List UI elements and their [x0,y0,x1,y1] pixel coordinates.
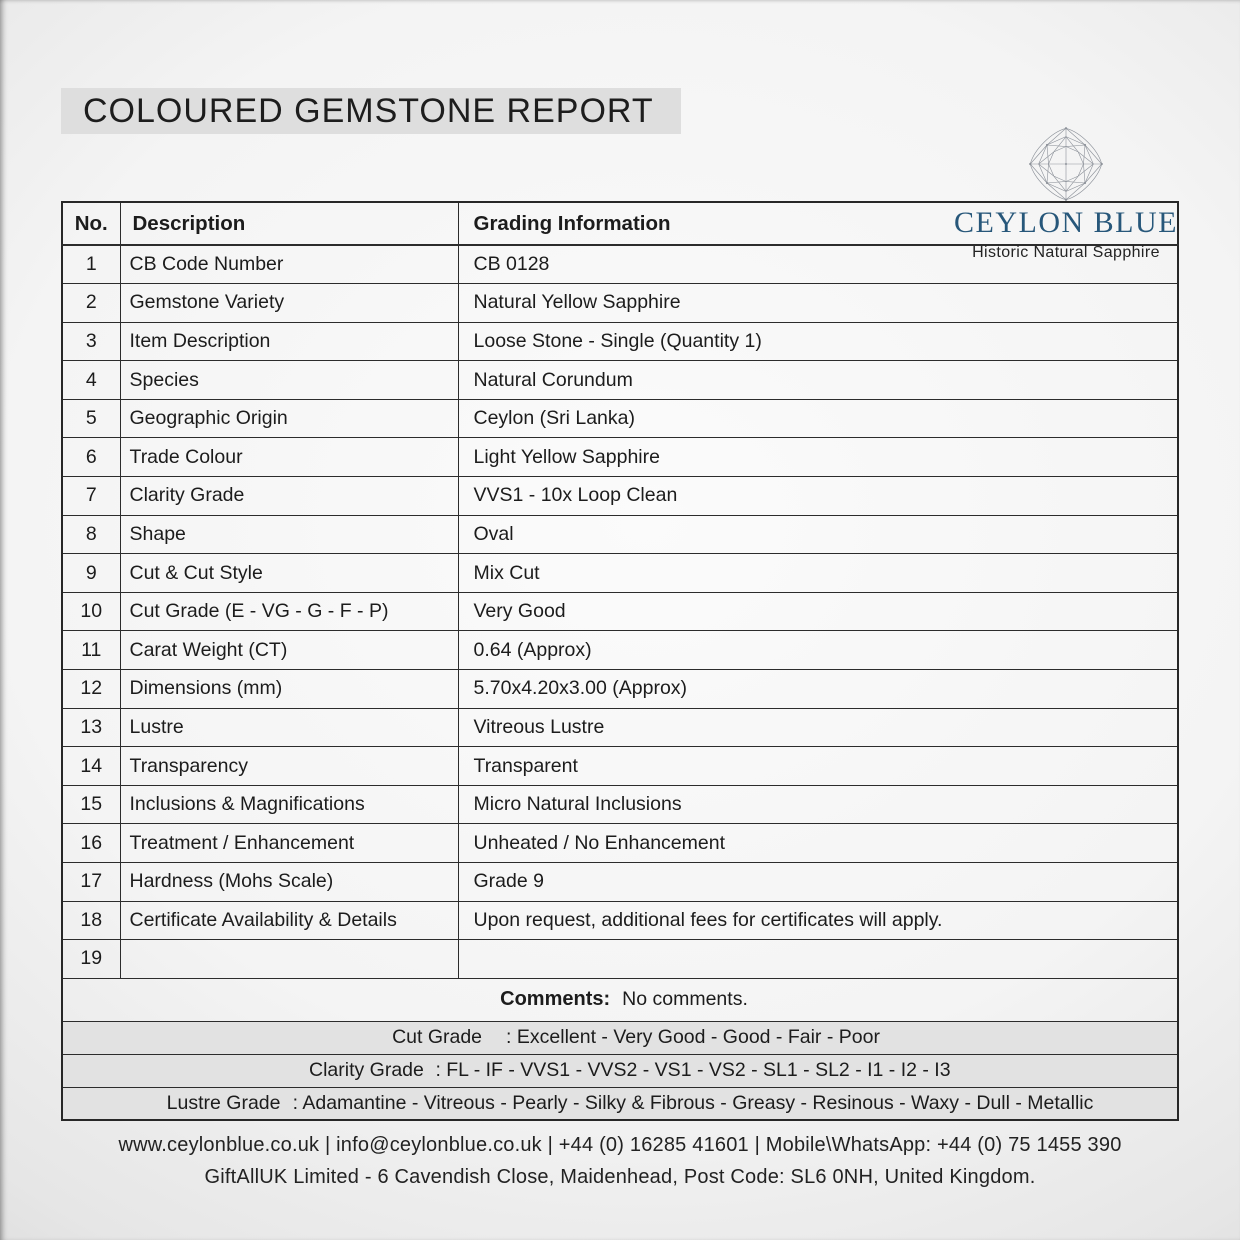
row-value: Grade 9 [458,863,1178,902]
row-no: 19 [62,940,120,979]
row-no: 15 [62,785,120,824]
row-value: Transparent [458,747,1178,786]
row-description: Hardness (Mohs Scale) [120,863,458,902]
legend-label: Lustre Grade [166,1092,281,1115]
row-no: 13 [62,708,120,747]
legend-row-clarity-grade [62,1054,1178,1087]
row-description: Species [120,361,458,400]
row-description: Clarity Grade [120,477,458,516]
table-footer-rows [62,978,1178,1120]
table-row [62,477,1178,516]
table-row [62,785,1178,824]
row-no: 16 [62,824,120,863]
table-row [62,438,1178,477]
row-no: 11 [62,631,120,670]
table-row [62,824,1178,863]
table-row [62,361,1178,400]
row-description: Lustre [120,708,458,747]
table-row [62,670,1178,709]
comments-row [62,978,1178,1021]
row-value: Light Yellow Sapphire [458,438,1178,477]
row-no: 17 [62,863,120,902]
row-description: Transparency [120,747,458,786]
row-description: Carat Weight (CT) [120,631,458,670]
table-row [62,399,1178,438]
row-description: CB Code Number [120,245,458,284]
col-header-description: Description [120,202,458,245]
row-value: Very Good [458,592,1178,631]
brand-tagline: Historic Natural Sapphire [972,244,1160,261]
col-header-no: No. [62,202,120,245]
table-row [62,631,1178,670]
row-no: 3 [62,322,120,361]
row-description: Gemstone Variety [120,284,458,323]
footer-address-line: GiftAllUK Limited - 6 Cavendish Close, Maidenhead, Post Code: SL6 0NH, United Kingdom. [204,1166,1036,1189]
table-row [62,901,1178,940]
brand-name: CEYLON BLUE [954,206,1178,239]
row-value: 0.64 (Approx) [458,631,1178,670]
row-description: Inclusions & Magnifications [120,785,458,824]
table-row [62,554,1178,593]
row-value: Oval [458,515,1178,554]
table-body [62,245,1178,978]
table-row [62,515,1178,554]
row-no: 10 [62,592,120,631]
legend-values: : Adamantine - Vitreous - Pearly - Silky & Fibrous - Greasy - Resinous - Waxy - Dull - Metallic [292,1092,1094,1115]
legend-row-cut-grade [62,1021,1178,1054]
row-description: Geographic Origin [120,399,458,438]
row-description: Treatment / Enhancement [120,824,458,863]
table-row [62,284,1178,323]
row-value: Loose Stone - Single (Quantity 1) [458,322,1178,361]
row-no: 7 [62,477,120,516]
row-description: Shape [120,515,458,554]
gemstone-report-table [61,201,1179,1121]
legend-row-lustre-grade [62,1087,1178,1120]
row-value: Ceylon (Sri Lanka) [458,399,1178,438]
gem-wireframe-icon [1028,126,1104,202]
footer-contact-line: www.ceylonblue.co.uk | info@ceylonblue.co.uk | +44 (0) 16285 41601 | Mobile\WhatsApp: +44 (0) 75 1455 390 [118,1134,1122,1157]
row-value: VVS1 - 10x Loop Clean [458,477,1178,516]
row-value: 5.70x4.20x3.00 (Approx) [458,670,1178,709]
table-row [62,940,1178,979]
legend-values: : Excellent - Very Good - Good - Fair - Poor [506,1026,880,1049]
row-no: 6 [62,438,120,477]
row-value: Upon request, additional fees for certificates will apply. [458,901,1178,940]
table-row [62,863,1178,902]
brand-block [951,126,1181,262]
row-description: Cut Grade (E - VG - G - F - P) [120,592,458,631]
legend-label: Clarity Grade [309,1059,424,1082]
row-description [120,940,458,979]
row-value: CB 0128 [458,245,1178,284]
row-no: 1 [62,245,120,284]
row-value: Natural Yellow Sapphire [458,284,1178,323]
row-no: 4 [62,361,120,400]
legend-values: : FL - IF - VVS1 - VVS2 - VS1 - VS2 - SL1 - SL2 - I1 - I2 - I3 [435,1059,951,1082]
comments-text: No comments. [622,988,748,1011]
row-no: 5 [62,399,120,438]
table-row [62,708,1178,747]
row-description: Dimensions (mm) [120,670,458,709]
row-description: Cut & Cut Style [120,554,458,593]
comments-label: Comments: [500,988,611,1011]
row-no: 8 [62,515,120,554]
row-description: Item Description [120,322,458,361]
row-value: Micro Natural Inclusions [458,785,1178,824]
legend-label: Cut Grade [392,1026,483,1049]
row-no: 9 [62,554,120,593]
row-no: 12 [62,670,120,709]
row-description: Certificate Availability & Details [120,901,458,940]
row-value: Vitreous Lustre [458,708,1178,747]
table-row [62,747,1178,786]
table-row [62,322,1178,361]
row-description: Trade Colour [120,438,458,477]
row-value: Unheated / No Enhancement [458,824,1178,863]
comments-cell [62,978,1178,1021]
row-no: 18 [62,901,120,940]
table-row [62,592,1178,631]
row-no: 2 [62,284,120,323]
page-title: COLOURED GEMSTONE REPORT [61,88,681,134]
report-footer [61,1134,1179,1189]
row-value: Natural Corundum [458,361,1178,400]
col-header-grading: Grading Information [458,202,1178,245]
row-value [458,940,1178,979]
row-value: Mix Cut [458,554,1178,593]
row-no: 14 [62,747,120,786]
